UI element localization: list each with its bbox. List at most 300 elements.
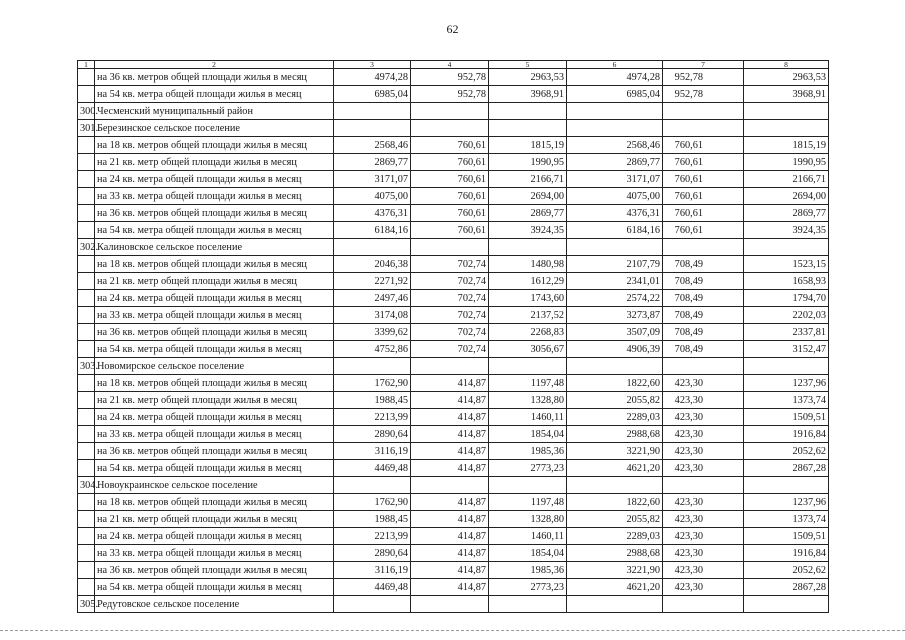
row-index bbox=[78, 273, 95, 290]
value-cell: 3399,62 bbox=[334, 324, 411, 341]
value-cell: 2213,99 bbox=[334, 528, 411, 545]
row-label: на 36 кв. метров общей площади жилья в месяц bbox=[95, 69, 334, 86]
row-index bbox=[78, 528, 95, 545]
table-row bbox=[78, 426, 829, 443]
row-index bbox=[78, 137, 95, 154]
table-row bbox=[78, 579, 829, 596]
value-cell: 3152,47 bbox=[744, 341, 829, 358]
value-cell: 2213,99 bbox=[334, 409, 411, 426]
value-cell: 952,78 bbox=[411, 86, 489, 103]
value-cell bbox=[334, 103, 411, 120]
value-cell: 2963,53 bbox=[744, 69, 829, 86]
value-cell bbox=[334, 477, 411, 494]
value-cell: 1328,80 bbox=[489, 511, 567, 528]
value-cell: 2055,82 bbox=[567, 511, 663, 528]
value-cell: 1743,60 bbox=[489, 290, 567, 307]
row-label: на 54 кв. метра общей площади жилья в месяц bbox=[95, 341, 334, 358]
value-cell: 1794,70 bbox=[744, 290, 829, 307]
value-cell: 4974,28 bbox=[567, 69, 663, 86]
value-cell: 2271,92 bbox=[334, 273, 411, 290]
value-cell: 4469,48 bbox=[334, 579, 411, 596]
value-cell: 2963,53 bbox=[489, 69, 567, 86]
value-cell: 760,61 bbox=[411, 222, 489, 239]
row-label: на 36 кв. метров общей площади жилья в месяц bbox=[95, 205, 334, 222]
value-cell bbox=[663, 120, 744, 137]
value-cell: 702,74 bbox=[411, 256, 489, 273]
column-number-header: 3 bbox=[334, 61, 411, 69]
value-cell: 952,78 bbox=[663, 86, 744, 103]
value-cell bbox=[567, 477, 663, 494]
value-cell: 414,87 bbox=[411, 579, 489, 596]
value-cell: 2341,01 bbox=[567, 273, 663, 290]
value-cell: 4075,00 bbox=[567, 188, 663, 205]
value-cell: 4469,48 bbox=[334, 460, 411, 477]
row-label: на 18 кв. метров общей площади жилья в месяц bbox=[95, 494, 334, 511]
value-cell: 708,49 bbox=[663, 307, 744, 324]
table-row bbox=[78, 290, 829, 307]
value-cell: 1460,11 bbox=[489, 528, 567, 545]
value-cell bbox=[663, 596, 744, 613]
value-cell: 952,78 bbox=[663, 69, 744, 86]
value-cell: 2773,23 bbox=[489, 579, 567, 596]
value-cell: 1612,29 bbox=[489, 273, 567, 290]
value-cell bbox=[489, 103, 567, 120]
value-cell: 708,49 bbox=[663, 290, 744, 307]
table-row bbox=[78, 392, 829, 409]
value-cell: 1854,04 bbox=[489, 545, 567, 562]
value-cell: 1197,48 bbox=[489, 375, 567, 392]
value-cell: 2869,77 bbox=[489, 205, 567, 222]
value-cell: 414,87 bbox=[411, 562, 489, 579]
row-label: на 33 кв. метра общей площади жилья в месяц bbox=[95, 426, 334, 443]
table-row bbox=[78, 205, 829, 222]
value-cell bbox=[489, 239, 567, 256]
column-number-header: 8 bbox=[744, 61, 829, 69]
value-cell: 1854,04 bbox=[489, 426, 567, 443]
value-cell: 1237,96 bbox=[744, 375, 829, 392]
row-index bbox=[78, 341, 95, 358]
value-cell: 2869,77 bbox=[334, 154, 411, 171]
value-cell: 760,61 bbox=[411, 154, 489, 171]
row-index bbox=[78, 205, 95, 222]
value-cell: 414,87 bbox=[411, 494, 489, 511]
row-label: на 54 кв. метра общей площади жилья в месяц bbox=[95, 222, 334, 239]
row-label: на 18 кв. метров общей площади жилья в месяц bbox=[95, 137, 334, 154]
value-cell bbox=[411, 120, 489, 137]
value-cell: 1237,96 bbox=[744, 494, 829, 511]
value-cell: 1822,60 bbox=[567, 494, 663, 511]
value-cell: 2055,82 bbox=[567, 392, 663, 409]
value-cell: 1523,15 bbox=[744, 256, 829, 273]
value-cell: 708,49 bbox=[663, 256, 744, 273]
value-cell bbox=[411, 596, 489, 613]
value-cell bbox=[334, 120, 411, 137]
value-cell: 760,61 bbox=[411, 171, 489, 188]
value-cell: 6985,04 bbox=[567, 86, 663, 103]
row-index: 305. bbox=[78, 596, 95, 613]
value-cell: 3221,90 bbox=[567, 443, 663, 460]
section-title: Калиновское сельское поселение bbox=[95, 239, 334, 256]
row-index bbox=[78, 511, 95, 528]
value-cell: 2497,46 bbox=[334, 290, 411, 307]
table-row bbox=[78, 69, 829, 86]
value-cell: 2289,03 bbox=[567, 528, 663, 545]
row-index bbox=[78, 188, 95, 205]
value-cell: 3221,90 bbox=[567, 562, 663, 579]
section-title: Новомирское сельское поселение bbox=[95, 358, 334, 375]
table-row bbox=[78, 443, 829, 460]
value-cell: 760,61 bbox=[411, 137, 489, 154]
table-header-row bbox=[78, 61, 829, 69]
value-cell: 760,61 bbox=[663, 137, 744, 154]
value-cell: 1990,95 bbox=[489, 154, 567, 171]
row-index bbox=[78, 545, 95, 562]
row-label: на 54 кв. метра общей площади жилья в месяц bbox=[95, 86, 334, 103]
value-cell: 1985,36 bbox=[489, 443, 567, 460]
value-cell bbox=[411, 239, 489, 256]
value-cell: 2869,77 bbox=[744, 205, 829, 222]
value-cell bbox=[411, 477, 489, 494]
value-cell: 702,74 bbox=[411, 341, 489, 358]
value-cell: 3116,19 bbox=[334, 562, 411, 579]
value-cell: 1916,84 bbox=[744, 426, 829, 443]
value-cell: 2052,62 bbox=[744, 443, 829, 460]
value-cell: 1988,45 bbox=[334, 511, 411, 528]
row-index bbox=[78, 256, 95, 273]
value-cell bbox=[744, 120, 829, 137]
value-cell: 3171,07 bbox=[567, 171, 663, 188]
value-cell bbox=[744, 358, 829, 375]
row-index bbox=[78, 460, 95, 477]
value-cell: 2337,81 bbox=[744, 324, 829, 341]
table-row bbox=[78, 528, 829, 545]
table-row bbox=[78, 494, 829, 511]
section-row bbox=[78, 120, 829, 137]
value-cell: 2574,22 bbox=[567, 290, 663, 307]
section-row bbox=[78, 239, 829, 256]
value-cell: 414,87 bbox=[411, 392, 489, 409]
value-cell bbox=[663, 239, 744, 256]
value-cell: 3968,91 bbox=[489, 86, 567, 103]
value-cell bbox=[744, 596, 829, 613]
row-label: на 21 кв. метр общей площади жилья в месяц bbox=[95, 392, 334, 409]
value-cell: 1985,36 bbox=[489, 562, 567, 579]
section-title: Березинское сельское поселение bbox=[95, 120, 334, 137]
value-cell: 2988,68 bbox=[567, 545, 663, 562]
value-cell: 423,30 bbox=[663, 426, 744, 443]
section-title: Новоукраинское сельское поселение bbox=[95, 477, 334, 494]
value-cell: 1988,45 bbox=[334, 392, 411, 409]
value-cell: 1328,80 bbox=[489, 392, 567, 409]
value-cell: 2268,83 bbox=[489, 324, 567, 341]
value-cell: 2890,64 bbox=[334, 545, 411, 562]
value-cell bbox=[489, 596, 567, 613]
value-cell: 2052,62 bbox=[744, 562, 829, 579]
table-row bbox=[78, 545, 829, 562]
value-cell: 760,61 bbox=[663, 205, 744, 222]
value-cell: 423,30 bbox=[663, 460, 744, 477]
value-cell: 3056,67 bbox=[489, 341, 567, 358]
scan-edge-line bbox=[0, 630, 905, 632]
value-cell: 4974,28 bbox=[334, 69, 411, 86]
value-cell: 4621,20 bbox=[567, 579, 663, 596]
row-label: на 33 кв. метра общей площади жилья в месяц bbox=[95, 307, 334, 324]
value-cell bbox=[567, 103, 663, 120]
value-cell: 423,30 bbox=[663, 545, 744, 562]
value-cell: 3507,09 bbox=[567, 324, 663, 341]
value-cell: 4906,39 bbox=[567, 341, 663, 358]
table-row bbox=[78, 341, 829, 358]
value-cell bbox=[411, 358, 489, 375]
value-cell bbox=[411, 103, 489, 120]
value-cell: 2773,23 bbox=[489, 460, 567, 477]
table-row bbox=[78, 154, 829, 171]
value-cell bbox=[744, 103, 829, 120]
section-row bbox=[78, 358, 829, 375]
value-cell: 760,61 bbox=[411, 188, 489, 205]
row-index bbox=[78, 579, 95, 596]
table-row bbox=[78, 460, 829, 477]
section-row bbox=[78, 596, 829, 613]
value-cell: 702,74 bbox=[411, 324, 489, 341]
value-cell: 1762,90 bbox=[334, 494, 411, 511]
value-cell: 3924,35 bbox=[744, 222, 829, 239]
value-cell: 2046,38 bbox=[334, 256, 411, 273]
value-cell: 702,74 bbox=[411, 273, 489, 290]
row-label: на 21 кв. метр общей площади жилья в месяц bbox=[95, 273, 334, 290]
value-cell: 2137,52 bbox=[489, 307, 567, 324]
table-row bbox=[78, 222, 829, 239]
value-cell: 414,87 bbox=[411, 443, 489, 460]
value-cell: 760,61 bbox=[663, 154, 744, 171]
value-cell: 3174,08 bbox=[334, 307, 411, 324]
row-label: на 21 кв. метр общей площади жилья в месяц bbox=[95, 511, 334, 528]
value-cell: 6184,16 bbox=[334, 222, 411, 239]
value-cell: 708,49 bbox=[663, 273, 744, 290]
value-cell: 6985,04 bbox=[334, 86, 411, 103]
table-row bbox=[78, 273, 829, 290]
row-index bbox=[78, 426, 95, 443]
value-cell: 1822,60 bbox=[567, 375, 663, 392]
row-index bbox=[78, 69, 95, 86]
value-cell: 414,87 bbox=[411, 528, 489, 545]
value-cell: 1509,51 bbox=[744, 409, 829, 426]
value-cell: 423,30 bbox=[663, 392, 744, 409]
row-index bbox=[78, 443, 95, 460]
section-row bbox=[78, 477, 829, 494]
section-title: Чесменский муниципальный район bbox=[95, 103, 334, 120]
value-cell: 1460,11 bbox=[489, 409, 567, 426]
table-row bbox=[78, 375, 829, 392]
value-cell: 760,61 bbox=[411, 205, 489, 222]
column-number-header: 4 bbox=[411, 61, 489, 69]
value-cell: 3924,35 bbox=[489, 222, 567, 239]
value-cell: 1762,90 bbox=[334, 375, 411, 392]
value-cell bbox=[334, 596, 411, 613]
value-cell: 423,30 bbox=[663, 579, 744, 596]
section-row bbox=[78, 103, 829, 120]
row-index: 300. bbox=[78, 103, 95, 120]
row-label: на 33 кв. метра общей площади жилья в месяц bbox=[95, 188, 334, 205]
row-label: на 18 кв. метров общей площади жилья в месяц bbox=[95, 375, 334, 392]
row-label: на 21 кв. метр общей площади жилья в месяц bbox=[95, 154, 334, 171]
value-cell: 414,87 bbox=[411, 460, 489, 477]
value-cell bbox=[744, 239, 829, 256]
value-cell: 2867,28 bbox=[744, 579, 829, 596]
table-row bbox=[78, 511, 829, 528]
table-row bbox=[78, 188, 829, 205]
table-row bbox=[78, 137, 829, 154]
table-row bbox=[78, 171, 829, 188]
value-cell: 2107,79 bbox=[567, 256, 663, 273]
value-cell: 2869,77 bbox=[567, 154, 663, 171]
value-cell: 708,49 bbox=[663, 324, 744, 341]
table-row bbox=[78, 562, 829, 579]
value-cell bbox=[334, 358, 411, 375]
row-index bbox=[78, 290, 95, 307]
value-cell: 2289,03 bbox=[567, 409, 663, 426]
row-label: на 54 кв. метра общей площади жилья в месяц bbox=[95, 579, 334, 596]
row-index bbox=[78, 171, 95, 188]
value-cell bbox=[663, 358, 744, 375]
value-cell: 702,74 bbox=[411, 290, 489, 307]
value-cell: 2694,00 bbox=[744, 188, 829, 205]
row-label: на 36 кв. метров общей площади жилья в месяц bbox=[95, 562, 334, 579]
row-label: на 36 кв. метров общей площади жилья в месяц bbox=[95, 324, 334, 341]
value-cell: 2568,46 bbox=[567, 137, 663, 154]
table-row bbox=[78, 256, 829, 273]
value-cell bbox=[567, 120, 663, 137]
value-cell: 1815,19 bbox=[744, 137, 829, 154]
value-cell: 1197,48 bbox=[489, 494, 567, 511]
row-index bbox=[78, 154, 95, 171]
row-index bbox=[78, 222, 95, 239]
row-index bbox=[78, 562, 95, 579]
row-label: на 24 кв. метра общей площади жилья в месяц bbox=[95, 171, 334, 188]
value-cell: 702,74 bbox=[411, 307, 489, 324]
value-cell: 1480,98 bbox=[489, 256, 567, 273]
row-label: на 54 кв. метра общей площади жилья в месяц bbox=[95, 460, 334, 477]
value-cell: 4621,20 bbox=[567, 460, 663, 477]
value-cell: 2202,03 bbox=[744, 307, 829, 324]
row-index bbox=[78, 324, 95, 341]
row-label: на 24 кв. метра общей площади жилья в месяц bbox=[95, 409, 334, 426]
value-cell: 952,78 bbox=[411, 69, 489, 86]
value-cell: 423,30 bbox=[663, 511, 744, 528]
value-cell: 1658,93 bbox=[744, 273, 829, 290]
value-cell: 423,30 bbox=[663, 375, 744, 392]
value-cell: 1509,51 bbox=[744, 528, 829, 545]
value-cell: 414,87 bbox=[411, 409, 489, 426]
column-number-header: 5 bbox=[489, 61, 567, 69]
value-cell: 2988,68 bbox=[567, 426, 663, 443]
value-cell bbox=[489, 358, 567, 375]
row-index bbox=[78, 375, 95, 392]
value-cell: 4075,00 bbox=[334, 188, 411, 205]
value-cell: 414,87 bbox=[411, 375, 489, 392]
row-index: 304. bbox=[78, 477, 95, 494]
column-number-header: 1 bbox=[78, 61, 95, 69]
row-label: на 36 кв. метров общей площади жилья в месяц bbox=[95, 443, 334, 460]
value-cell: 2166,71 bbox=[744, 171, 829, 188]
value-cell bbox=[663, 477, 744, 494]
row-index bbox=[78, 409, 95, 426]
value-cell: 423,30 bbox=[663, 443, 744, 460]
table-row bbox=[78, 409, 829, 426]
value-cell: 1916,84 bbox=[744, 545, 829, 562]
value-cell: 423,30 bbox=[663, 409, 744, 426]
value-cell: 6184,16 bbox=[567, 222, 663, 239]
value-cell: 2890,64 bbox=[334, 426, 411, 443]
value-cell: 1373,74 bbox=[744, 511, 829, 528]
value-cell bbox=[489, 120, 567, 137]
value-cell: 2694,00 bbox=[489, 188, 567, 205]
value-cell: 3116,19 bbox=[334, 443, 411, 460]
value-cell: 2166,71 bbox=[489, 171, 567, 188]
row-index bbox=[78, 86, 95, 103]
value-cell: 3273,87 bbox=[567, 307, 663, 324]
row-label: на 24 кв. метра общей площади жилья в месяц bbox=[95, 290, 334, 307]
value-cell: 2867,28 bbox=[744, 460, 829, 477]
value-cell bbox=[567, 596, 663, 613]
value-cell: 4376,31 bbox=[567, 205, 663, 222]
value-cell bbox=[567, 358, 663, 375]
value-cell: 1815,19 bbox=[489, 137, 567, 154]
section-title: Редутовское сельское поселение bbox=[95, 596, 334, 613]
page-number: 62 bbox=[446, 22, 459, 36]
value-cell: 4752,86 bbox=[334, 341, 411, 358]
value-cell: 1373,74 bbox=[744, 392, 829, 409]
row-label: на 33 кв. метра общей площади жилья в месяц bbox=[95, 545, 334, 562]
row-label: на 18 кв. метров общей площади жилья в месяц bbox=[95, 256, 334, 273]
value-cell: 3171,07 bbox=[334, 171, 411, 188]
value-cell: 414,87 bbox=[411, 511, 489, 528]
table-row bbox=[78, 324, 829, 341]
tariff-table bbox=[77, 60, 829, 613]
value-cell: 423,30 bbox=[663, 528, 744, 545]
row-index: 303. bbox=[78, 358, 95, 375]
column-number-header: 2 bbox=[95, 61, 334, 69]
table-row bbox=[78, 86, 829, 103]
value-cell: 423,30 bbox=[663, 494, 744, 511]
value-cell bbox=[663, 103, 744, 120]
row-label: на 24 кв. метра общей площади жилья в месяц bbox=[95, 528, 334, 545]
row-index bbox=[78, 307, 95, 324]
value-cell: 708,49 bbox=[663, 341, 744, 358]
column-number-header: 7 bbox=[663, 61, 744, 69]
value-cell: 760,61 bbox=[663, 188, 744, 205]
value-cell: 1990,95 bbox=[744, 154, 829, 171]
value-cell: 3968,91 bbox=[744, 86, 829, 103]
value-cell bbox=[567, 239, 663, 256]
value-cell bbox=[334, 239, 411, 256]
value-cell bbox=[744, 477, 829, 494]
row-index: 302. bbox=[78, 239, 95, 256]
value-cell: 4376,31 bbox=[334, 205, 411, 222]
value-cell: 414,87 bbox=[411, 545, 489, 562]
value-cell: 423,30 bbox=[663, 562, 744, 579]
row-index: 301. bbox=[78, 120, 95, 137]
value-cell: 760,61 bbox=[663, 171, 744, 188]
value-cell bbox=[489, 477, 567, 494]
row-index bbox=[78, 392, 95, 409]
value-cell: 2568,46 bbox=[334, 137, 411, 154]
column-number-header: 6 bbox=[567, 61, 663, 69]
value-cell: 760,61 bbox=[663, 222, 744, 239]
value-cell: 414,87 bbox=[411, 426, 489, 443]
row-index bbox=[78, 494, 95, 511]
table-row bbox=[78, 307, 829, 324]
